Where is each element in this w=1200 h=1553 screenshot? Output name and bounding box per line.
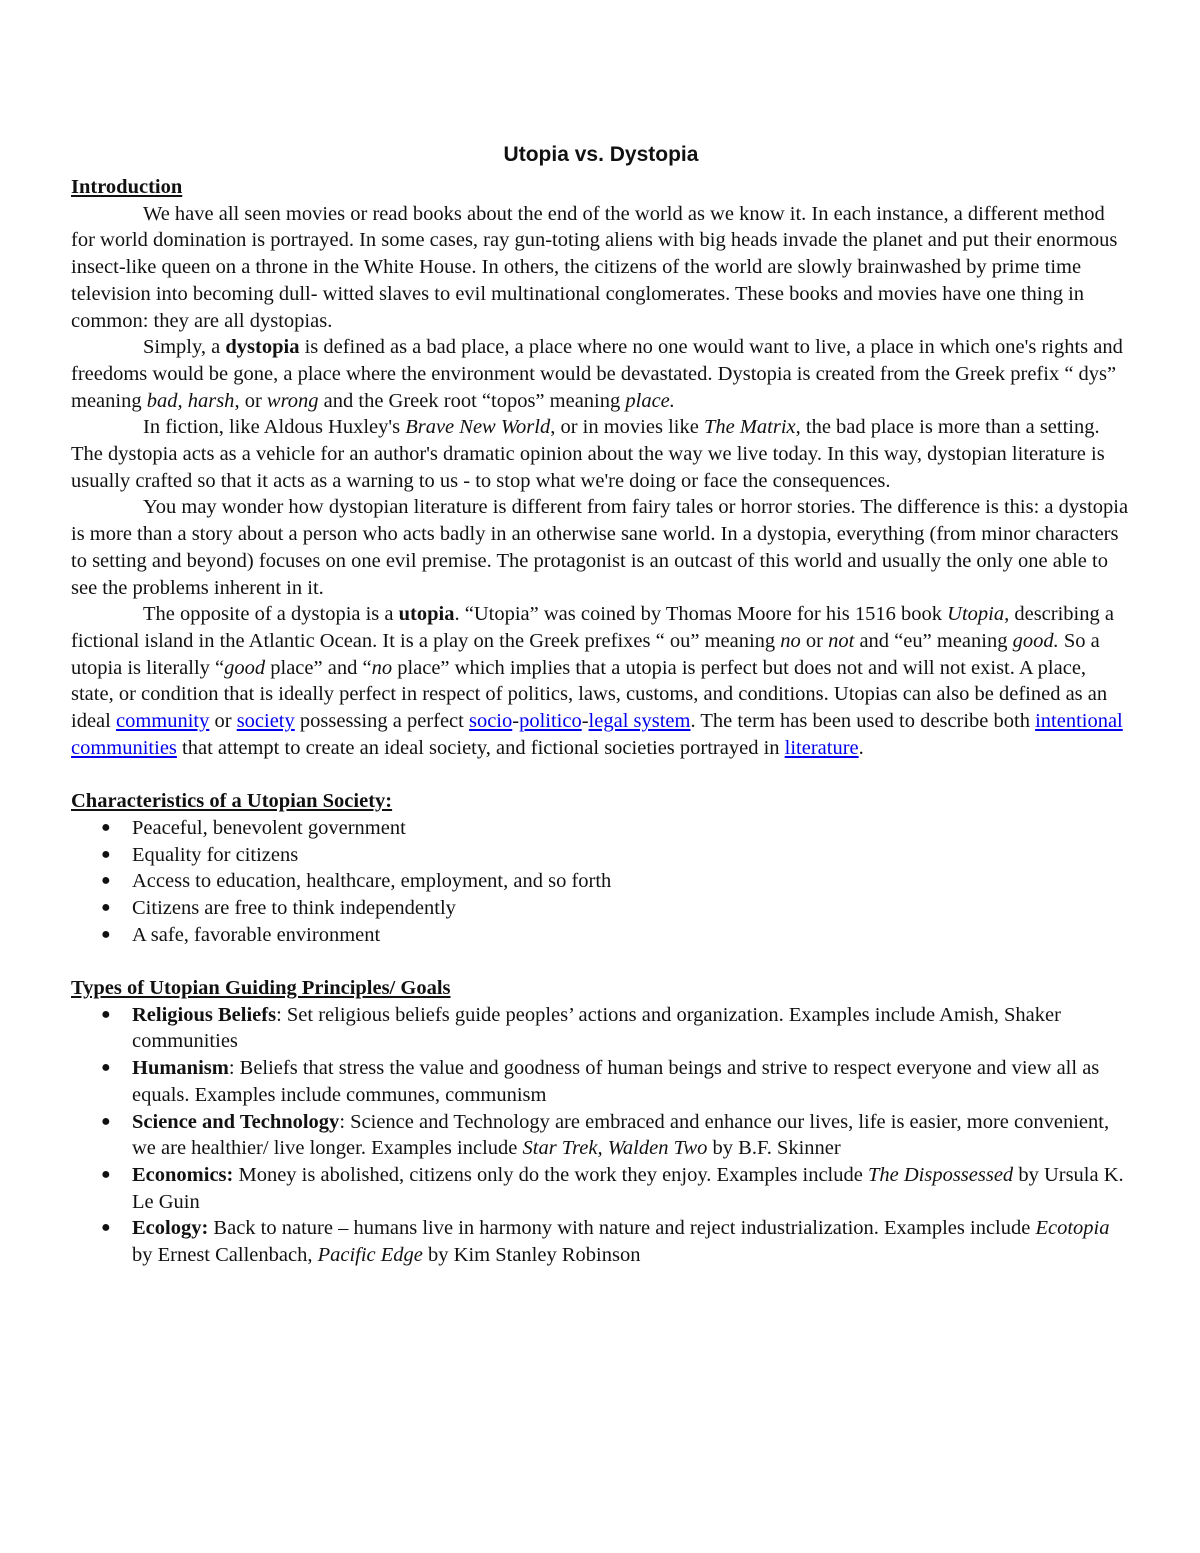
bullet-icon: ●	[101, 818, 111, 836]
bullet-icon: ●	[101, 872, 111, 890]
list-item: ● Equality for citizens	[71, 842, 1131, 869]
bullet-icon: ●	[101, 845, 111, 863]
title-the-matrix: The Matrix	[703, 416, 796, 439]
list-item: ● Access to education, healthcare, employment, and so forth	[71, 868, 1131, 895]
bullet-icon: ●	[101, 1165, 111, 1183]
bullet-icon: ●	[101, 1219, 111, 1237]
bullet-icon: ●	[101, 1059, 111, 1077]
characteristics-heading: Characteristics of a Utopian Society:	[71, 790, 393, 813]
intro-paragraph-3: In fiction, like Aldous Huxley's Brave New World, or in movies like The Matrix, the bad place is more than a setting. The dystopia acts as a vehicle for an author's dramatic opinion about the way we live today. In this way, dystopian literature is usually crafted so that it acts as a warning to us - to stop what we're doing or face the consequences.	[71, 416, 1105, 492]
link-intentional-communities[interactable]: intentional communities	[71, 710, 1123, 759]
term-dystopia: dystopia	[225, 336, 300, 359]
link-socio[interactable]: socio	[468, 710, 513, 733]
title-brave-new-world: Brave New World	[405, 416, 551, 439]
list-item: ● Citizens are free to think independently	[71, 895, 1131, 922]
intro-paragraph-1: We have all seen movies or read books about the end of the world as we know it. In each instance, a different method for world domination is portrayed. In some cases, ray gun-toting aliens with big heads invade the planet and put their enormous insect-like queen on a throne in the White House. In others, the citizens of the world are slowly brainwashed by prime time television into becoming dull- witted slaves to evil multinational conglomerates. These books and movies have one thing in common: they are all dystopias.	[71, 202, 1118, 332]
principles-heading: Types of Utopian Guiding Principles/ Goals	[71, 977, 451, 1000]
bullet-icon: ●	[101, 898, 111, 916]
link-legal-system[interactable]: legal system	[588, 710, 691, 733]
intro-paragraph-2: Simply, a dystopia is defined as a bad place, a place where no one would want to live, a place in which one's rights and freedoms would be gone, a place where the environment would be devastated. Dystopia is created from the Greek prefix “ dys” meaning bad, harsh, or wrong and the Greek root “topos” meaning place.	[71, 336, 1123, 412]
link-politico[interactable]: politico	[519, 710, 582, 733]
list-item-economics: ● Economics: Money is abolished, citizens only do the work they enjoy. Examples include The Dispossessed by Ursula K. Le Guin	[101, 1163, 1124, 1213]
principles-list	[71, 1002, 1131, 1269]
link-community[interactable]: community	[115, 710, 210, 733]
intro-paragraph-4: You may wonder how dystopian literature is different from fairy tales or horror stories. The difference is this: a dystopia is more than a story about a person who acts badly in an otherwise sane world. In a dystopia, everything (from minor characters to setting and beyond) focuses on one evil premise. The protagonist is an outcast of this world and usually the only one able to see the problems inherent in it.	[71, 496, 1129, 599]
link-literature[interactable]: literature	[784, 736, 859, 759]
characteristics-list	[71, 815, 1131, 949]
intro-paragraph-5: The opposite of a dystopia is a utopia. “Utopia” was coined by Thomas Moore for his 1516 book Utopia, describing a fictional island in the Atlantic Ocean. It is a play on the Greek prefixes “ ou” meaning no or not and “eu” meaning good. So a utopia is literally “good place” and “no place” which implies that a utopia is perfect but does not and will not exist. A place, state, or condition that is ideally perfect in respect of politics, laws, customs, and conditions. Utopias can also be defined as an ideal community or society possessing a perfect socio-politico-legal system. The term has been used to describe both intentional communities that attempt to create an ideal society, and fictional societies portrayed in literature.	[71, 603, 1123, 759]
link-society[interactable]: society	[236, 710, 295, 733]
document-page	[71, 140, 1131, 1269]
list-item: ● A safe, favorable environment	[71, 922, 1131, 949]
list-item: ● Peaceful, benevolent government	[71, 815, 1131, 842]
list-item-humanism: ● Humanism: Beliefs that stress the value and goodness of human beings and strive to respect everyone and view all as equals. Examples include communes, communism	[101, 1057, 1100, 1106]
term-utopia: utopia	[398, 603, 455, 626]
list-item-ecology: ● Ecology: Back to nature – humans live in harmony with nature and reject industrialization. Examples include Ecotopia by Ernest Callenbach, Pacific Edge by Kim Stanley Robinson	[101, 1217, 1110, 1267]
introduction-heading: Introduction	[71, 176, 183, 198]
bullet-icon: ●	[101, 1005, 111, 1023]
list-item-religious-beliefs: ● Religious Beliefs: Set religious beliefs guide peoples’ actions and organization. Examples include Amish, Shaker communities	[101, 1003, 1061, 1053]
bullet-icon: ●	[101, 1112, 111, 1130]
list-item-science-technology: ● Science and Technology: Science and Technology are embraced and enhance our lives, life is easier, more convenient, we are healthier/ live longer. Examples include Star Trek, Walden Two by B.F. Skinner	[101, 1110, 1110, 1160]
page-title: Utopia vs. Dystopia	[503, 143, 699, 166]
bullet-icon: ●	[101, 925, 111, 943]
